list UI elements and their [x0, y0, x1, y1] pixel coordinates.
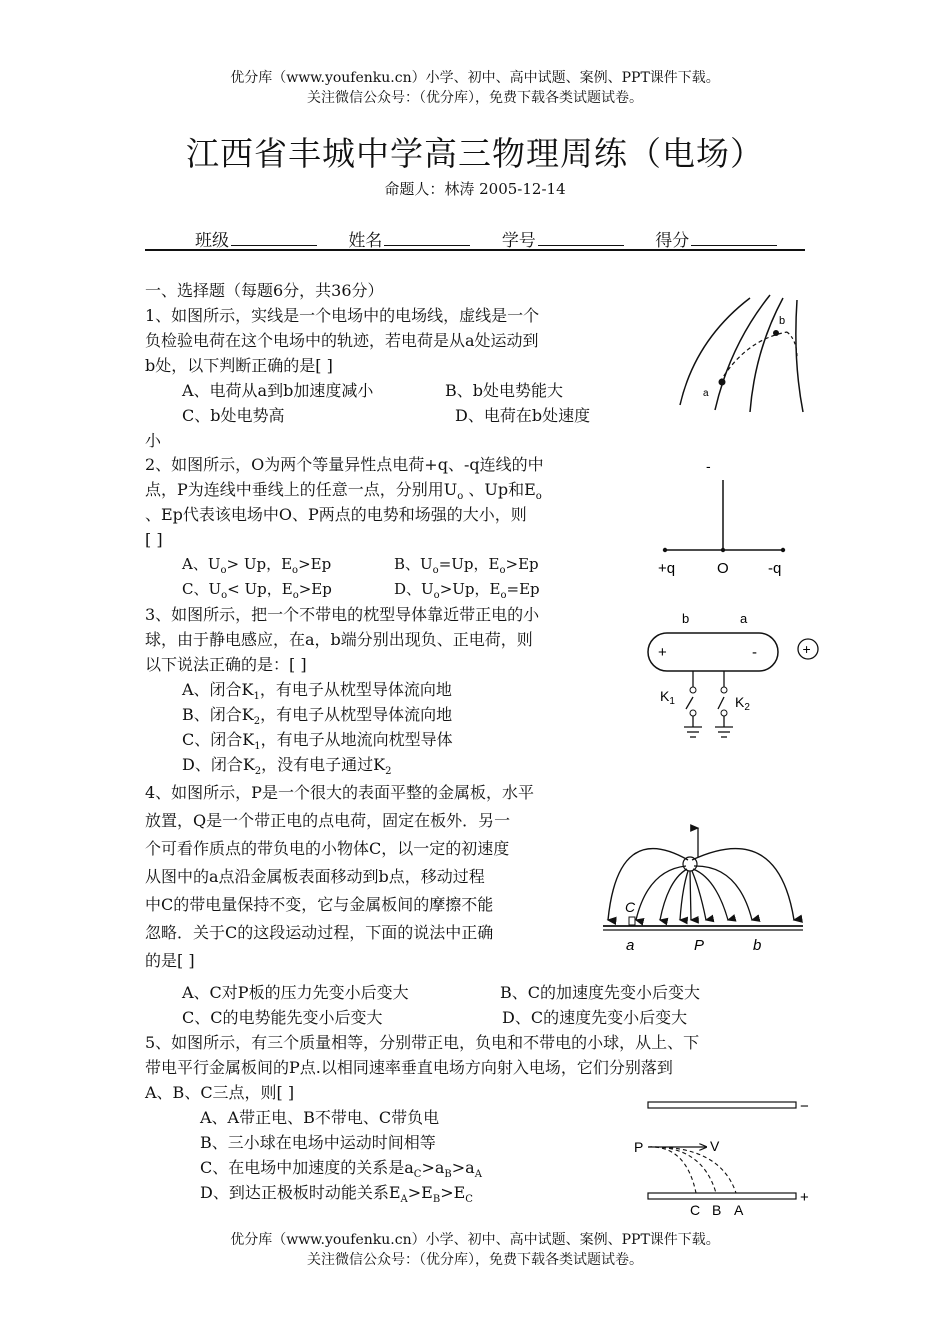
number-label: 学号 — [501, 231, 536, 251]
q3-fig-plus: + — [658, 644, 667, 661]
page-header-line1: 优分库（www.youfenku.cn）小学、初中、高中试题、案例、PPT课件下载。 — [230, 70, 720, 86]
section-heading: 一、选择题（每题6分，共36分） — [145, 281, 384, 300]
q1-option-d-cont: 小 — [145, 431, 162, 450]
q4-option-c: C、C的电势能先变小后变大 — [182, 1008, 383, 1027]
q3-line2: 球，由于静电感应，在a，b端分别出现负、正电荷，则 — [145, 630, 533, 649]
q3-fig-minus: - — [752, 644, 757, 661]
q5-fig-p: P — [634, 1139, 644, 1155]
q4-line2: 放置，Q是一个带正电的点电荷，固定在板外．另一 — [145, 811, 511, 830]
q1-option-b: B、b处电势能大 — [445, 381, 564, 400]
q4-fig-p: P — [694, 937, 705, 954]
student-info-fields — [195, 226, 803, 251]
q4-fig-c: C — [625, 899, 636, 915]
q3-option-d: D、闭合$K_2$，没有电子通过$K_2$ — [182, 755, 392, 778]
q5-fig-plus: + — [800, 1189, 809, 1206]
q3-fig-k2: $K_2$ — [735, 694, 750, 713]
q2-option-b: B、$U_o=Up$，$E_o>Ep$ — [394, 555, 539, 576]
q5-fig-b: B — [712, 1202, 722, 1218]
q4-fig-a: a — [626, 937, 635, 954]
q3-option-b: B、闭合$K_2$，有电子从枕型导体流向地 — [182, 705, 453, 728]
q2-fig-o: O — [717, 560, 729, 577]
q1-fig-label-b: b — [779, 315, 786, 327]
q1-option-c: C、b处电势高 — [182, 406, 285, 425]
q1-line2: 负检验电荷在这个电场中的轨迹，若电荷是从a处运动到 — [145, 331, 539, 350]
q3-fig-k1: $K_1$ — [660, 688, 675, 707]
q2-option-d: D、$U_o>Up$，$E_o=Ep$ — [394, 580, 540, 601]
q3-line1: 3、如图所示，把一个不带电的枕型导体靠近带正电的小 — [145, 605, 540, 624]
q5-option-c: C、在电场中加速度的关系是$a_C>a_B>a_A$ — [200, 1158, 482, 1181]
q3-fig-ball: + — [802, 641, 811, 657]
q5-line3: A、B、C三点，则[ ] — [145, 1083, 295, 1102]
q4-line7: 的是[ ] — [145, 951, 195, 970]
author-line: 命题人：林涛 2005-12-14 — [384, 180, 566, 198]
q3-line3: 以下说法正确的是：[ ] — [145, 655, 307, 674]
q5-line1: 5、如图所示，有三个质量相等，分别带正电，负电和不带电的小球，从上、下 — [145, 1033, 700, 1052]
class-blank — [231, 229, 317, 246]
q4-option-a: A、C对P板的压力先变小后变大 — [182, 983, 409, 1002]
q1-line3: b处，以下判断正确的是[ ] — [145, 356, 333, 375]
q5-line2: 带电平行金属板间的P点.以相同速率垂直电场方向射入电场，它们分别落到 — [145, 1058, 673, 1077]
q2-line2: 点，P为连线中垂线上的任意一点，分别用$U_o$ 、Up和$E_o$ — [145, 480, 542, 503]
q3-option-c: C、闭合$K_1$，有电子从地流向枕型导体 — [182, 730, 453, 753]
q3-fig-a: a — [740, 611, 748, 626]
q4-fig-b: b — [753, 937, 762, 954]
q4-line1: 4、如图所示，P是一个很大的表面平整的金属板，水平 — [145, 783, 534, 802]
q5-figure — [628, 1095, 818, 1220]
score-label: 得分 — [655, 231, 690, 251]
q2-line4: [ ] — [145, 530, 163, 549]
q5-option-a: A、A带正电、B不带电、C带负电 — [200, 1108, 440, 1127]
q5-fig-a: A — [734, 1202, 744, 1218]
q5-fig-minus: − — [800, 1098, 809, 1115]
name-label: 姓名 — [348, 231, 383, 251]
header-rule — [145, 249, 805, 251]
name-blank — [384, 229, 470, 246]
q2-line3: 、Ep代表该电场中O、P两点的电势和场强的大小，则 — [145, 505, 527, 524]
q2-fig-top: - — [706, 458, 711, 474]
q4-line4: 从图中的a点沿金属板表面移动到b点，移动过程 — [145, 867, 485, 886]
q2-fig-minus-q: -q — [768, 560, 782, 577]
class-label: 班级 — [195, 231, 229, 251]
q2-option-c: C、$U_o< Up$，$E_o>Ep$ — [182, 580, 332, 601]
q2-figure — [650, 455, 800, 585]
page-footer-line2: 关注微信公众号：（优分库），免费下载各类试题试卷。 — [307, 1252, 643, 1268]
page-title: 江西省丰城中学高三物理周练（电场） — [186, 134, 764, 173]
q1-line1: 1、如图所示，实线是一个电场中的电场线，虚线是一个 — [145, 306, 540, 325]
page-footer-line1: 优分库（www.youfenku.cn）小学、初中、高中试题、案例、PPT课件下载。 — [230, 1232, 720, 1248]
q4-line6: 忽略．关于C的这段运动过程，下面的说法中正确 — [145, 923, 494, 942]
q1-option-a: A、电荷从a到b加速度减小 — [182, 381, 374, 400]
q3-option-a: A、闭合$K_1$，有电子从枕型导体流向地 — [182, 680, 452, 703]
q5-fig-v: V — [710, 1138, 720, 1154]
q1-figure — [675, 290, 810, 415]
q2-fig-plus-q: +q — [658, 560, 676, 577]
q1-fig-label-a: a — [703, 388, 709, 399]
q2-option-a: A、$U_o> Up$，$E_o>Ep$ — [182, 555, 332, 576]
q4-option-b: B、C的加速度先变小后变大 — [500, 983, 701, 1002]
q3-fig-b: b — [682, 611, 690, 626]
number-blank — [538, 229, 624, 246]
q5-option-d: D、到达正极板时动能关系$E_A>E_B>E_C$ — [200, 1183, 473, 1206]
q4-line5: 中C的带电量保持不变，它与金属板间的摩擦不能 — [145, 895, 494, 914]
q1-option-d: D、电荷在b处速度 — [455, 406, 591, 425]
q5-option-b: B、三小球在电场中运动时间相等 — [200, 1133, 436, 1152]
q4-figure — [598, 820, 808, 960]
page-header-line2: 关注微信公众号：（优分库），免费下载各类试题试卷。 — [307, 90, 643, 106]
q4-option-d: D、C的速度先变小后变大 — [502, 1008, 688, 1027]
q2-line1: 2、如图所示，O为两个等量异性点电荷+q、-q连线的中 — [145, 455, 544, 474]
q5-fig-c: C — [690, 1202, 701, 1218]
q4-line3: 个可看作质点的带负电的小物体C，以一定的初速度 — [145, 839, 510, 858]
score-blank — [691, 229, 777, 246]
q3-figure — [640, 605, 825, 750]
